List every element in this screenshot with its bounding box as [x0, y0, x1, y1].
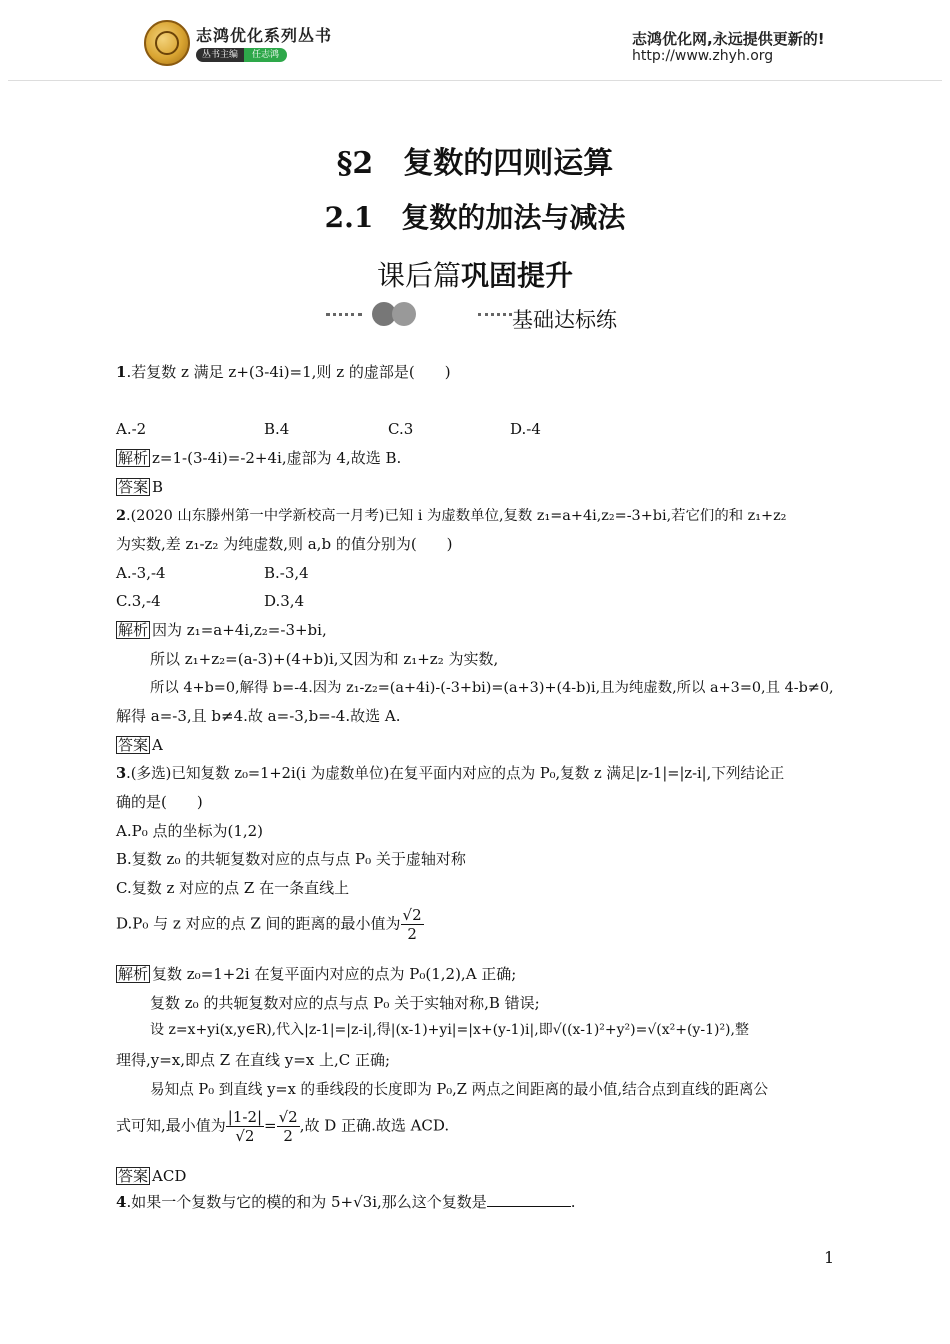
question-text: .如果一个复数与它的模的和为 5+√3i,那么这个复数是: [126, 1193, 487, 1211]
subsection-title: 2.1 复数的加法与减法: [324, 201, 626, 234]
analysis-text: 复数 z₀=1+2i 在复平面内对应的点为 P₀(1,2),A 正确;: [152, 965, 517, 983]
page-number: 1: [824, 1248, 835, 1267]
header-slogan: 志鸿优化网,永远提供更新的!: [632, 30, 825, 48]
question-number: 4: [116, 1193, 127, 1211]
answer-text: A: [152, 736, 163, 754]
q3-option-c[interactable]: C.复数 z 对应的点 Z 在一条直线上: [116, 879, 350, 897]
practice-title-bold: 巩固提升: [461, 259, 574, 292]
fraction: $\frac{√2}{2}$: [278, 1108, 298, 1145]
answer-tag: 答案: [118, 736, 149, 754]
q3-option-b[interactable]: B.复数 z₀ 的共轭复数对应的点与点 P₀ 关于虚轴对称: [116, 850, 466, 868]
editor-name: 任志鸿: [244, 48, 287, 62]
practice-title: [0, 254, 950, 294]
decor-dots-left: [326, 313, 362, 316]
question-number: 1: [116, 363, 127, 381]
q2-analysis-line-4: 解得 a=-3,且 b≠4.故 a=-3,b=-4.故选 A.: [116, 707, 401, 725]
analysis-text: z=1-(3-4i)=-2+4i,虚部为 4,故选 B.: [152, 449, 402, 467]
answer-tag: 答案: [118, 478, 149, 496]
q2-option-b[interactable]: B.-3,4: [264, 564, 309, 582]
question-text: .(2020 山东滕州第一中学新校高一月考)已知 i 为虚数单位,复数 z₁=a+4i,z₂=-3+bi,若它们的和 z₁+z₂: [126, 508, 787, 524]
q2-answer: [116, 735, 163, 755]
question-text: .若复数 z 满足 z+(3-4i)=1,则 z 的虚部是( ): [126, 363, 451, 381]
q1-option-d[interactable]: D.-4: [510, 420, 541, 438]
question-2-stem-line-2: 为实数,差 z₁-z₂ 为纯虚数,则 a,b 的值分别为( ): [116, 535, 453, 553]
q2-analysis-line-3: 所以 4+b=0,解得 b=-4.因为 z₁-z₂=(a+4i)-(-3+bi)=(a+3)+(4-b)i,且为纯虚数,所以 a+3=0,且 4-b≠0,: [150, 680, 834, 696]
question-2-stem-line-1: [116, 506, 786, 526]
answer-text: B: [152, 478, 164, 496]
q2-analysis-line-2: 所以 z₁+z₂=(a-3)+(4+b)i,又因为和 z₁+z₂ 为实数,: [150, 650, 499, 668]
q3-analysis-line-3: 设 z=x+yi(x,y∈R),代入|z-1|=|z-i|,得|(x-1)+yi|=|x+(y-1)i|,即√((x-1)²+y²)=√(x²+(y-1)²),整: [150, 1022, 749, 1038]
series-logo: [144, 20, 190, 66]
q1-option-b[interactable]: B.4: [264, 420, 290, 438]
q3-analysis-line-2: 复数 z₀ 的共轭复数对应的点与点 P₀ 关于实轴对称,B 错误;: [150, 994, 540, 1012]
analysis-text: 因为 z₁=a+4i,z₂=-3+bi,: [152, 621, 327, 639]
analysis-tag: 解析: [118, 449, 149, 467]
answer-tag: 答案: [118, 1167, 149, 1185]
decor-circles-icon: [372, 302, 420, 326]
q3-option-d[interactable]: [116, 906, 424, 943]
section-title: §2 复数的四则运算: [336, 146, 614, 181]
question-1-stem: [116, 362, 451, 382]
q2-option-a[interactable]: A.-3,-4: [116, 564, 166, 582]
question-text: .(多选)已知复数 z₀=1+2i(i 为虚数单位)在复平面内对应的点为 P₀,复数 z 满足|z-1|=|z-i|,下列结论正: [126, 765, 785, 782]
question-3-stem-line-2: 确的是( ): [116, 793, 203, 811]
q3-analysis-line-6: 式可知,最小值为 $\frac{|1-2|}{√2}$ = $\frac{√2}{2}$ ,故 D 正确.故选 ACD.: [116, 1108, 450, 1145]
q3-answer: [116, 1166, 186, 1186]
analysis-tag: 解析: [118, 621, 149, 639]
question-number: 2: [116, 507, 127, 524]
level-label: 基础达标练: [512, 308, 617, 332]
editor-label: 丛书主编: [196, 48, 244, 62]
question-3-stem-line-1: [116, 764, 784, 784]
q1-option-c[interactable]: C.3: [388, 420, 414, 438]
q1-answer: [116, 477, 163, 497]
question-number: 3: [116, 765, 127, 782]
practice-title-prefix: 课后篇: [376, 259, 461, 292]
q1-analysis: [116, 448, 401, 468]
series-editor-badge: [196, 48, 287, 62]
q1-option-a[interactable]: A.-2: [116, 420, 147, 438]
series-title: 志鸿优化系列丛书: [196, 26, 333, 45]
fraction: $\frac{√2}{2}$: [402, 906, 422, 943]
option-text: D.P₀ 与 z 对应的点 Z 间的距离的最小值为: [116, 914, 401, 933]
q2-option-c[interactable]: C.3,-4: [116, 592, 161, 610]
answer-blank[interactable]: [487, 1192, 571, 1207]
answer-text: ACD: [152, 1167, 187, 1185]
q2-analysis-line-1: [116, 620, 327, 640]
header-divider: [8, 80, 942, 81]
q3-analysis-line-4: 理得,y=x,即点 Z 在直线 y=x 上,C 正确;: [116, 1051, 391, 1069]
analysis-tag: 解析: [118, 965, 149, 983]
q2-option-d[interactable]: D.3,4: [264, 592, 305, 610]
fraction: $\frac{|1-2|}{√2}$: [227, 1108, 263, 1145]
header-url[interactable]: http://www.zhyh.org: [632, 48, 774, 64]
q3-analysis-line-1: [116, 964, 516, 984]
decor-dots-right: [478, 313, 512, 316]
q3-option-a[interactable]: A.P₀ 点的坐标为(1,2): [116, 822, 264, 840]
question-4-stem: 4.如果一个复数与它的模的和为 5+√3i,那么这个复数是 .: [116, 1193, 576, 1211]
q3-analysis-line-5: 易知点 P₀ 到直线 y=x 的垂线段的长度即为 P₀,Z 两点之间距离的最小值,结合点到直线的距离公: [150, 1081, 769, 1098]
